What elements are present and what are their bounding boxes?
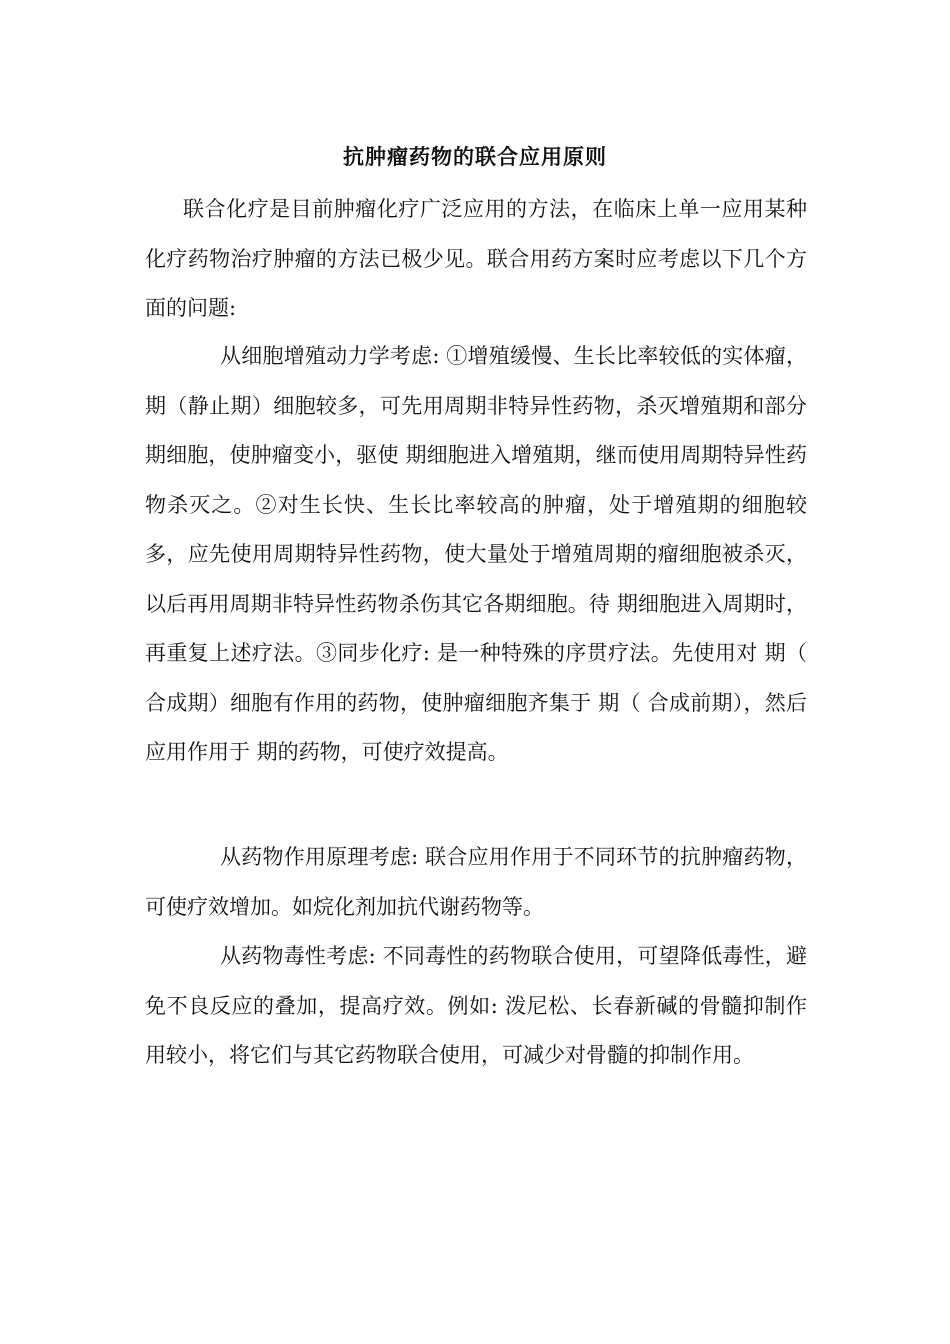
document-title: 抗肿瘤药物的联合应用原则	[343, 145, 607, 169]
paragraph-intro: 联合化疗是目前肿瘤化疗广泛应用的方法，在临床上单一应用某种化疗药物治疗肿瘤的方法已极少见。联合用药方案时应考虑以下几个方面的问题:	[145, 197, 807, 320]
paragraph-cell-kinetics: 从细胞增殖动力学考虑: ①增殖缓慢、生长比率较低的实体瘤， 期（静止期）细胞较多，可先用周期非特异性药物，杀灭增殖期和部分 期细胞，使肿瘤变小，驱使 期细胞进入增殖期，继而使用周期特异性药物杀灭之。②对生长快、生长比率较高的肿瘤，处于增殖期的细胞较多，应先使用周期特异性药物，使大量处于增殖周期的瘤细胞被杀灭，以后再用周期非特异性药物杀伤其它各期细胞。待 期细胞进入周期时，再重复上述疗法。③同步化疗: 是一种特殊的序贯疗法。先使用对 期（ 合成期）细胞有作用的药物，使肿瘤细胞齐集于 期（ 合成前期），然后应用作用于 期的药物，可使疗效提高。	[145, 344, 807, 764]
paragraph-mechanism: 从药物作用原理考虑: 联合应用作用于不同环节的抗肿瘤药物，可使疗效增加。如烷化剂加抗代谢药物等。	[145, 845, 807, 919]
paragraph-toxicity: 从药物毒性考虑: 不同毒性的药物联合使用，可望降低毒性，避免不良反应的叠加，提高疗效。例如: 泼尼松、长春新碱的骨髓抑制作用较小，将它们与其它药物联合使用，可减少对骨髓的抑制作用。	[145, 944, 807, 1067]
